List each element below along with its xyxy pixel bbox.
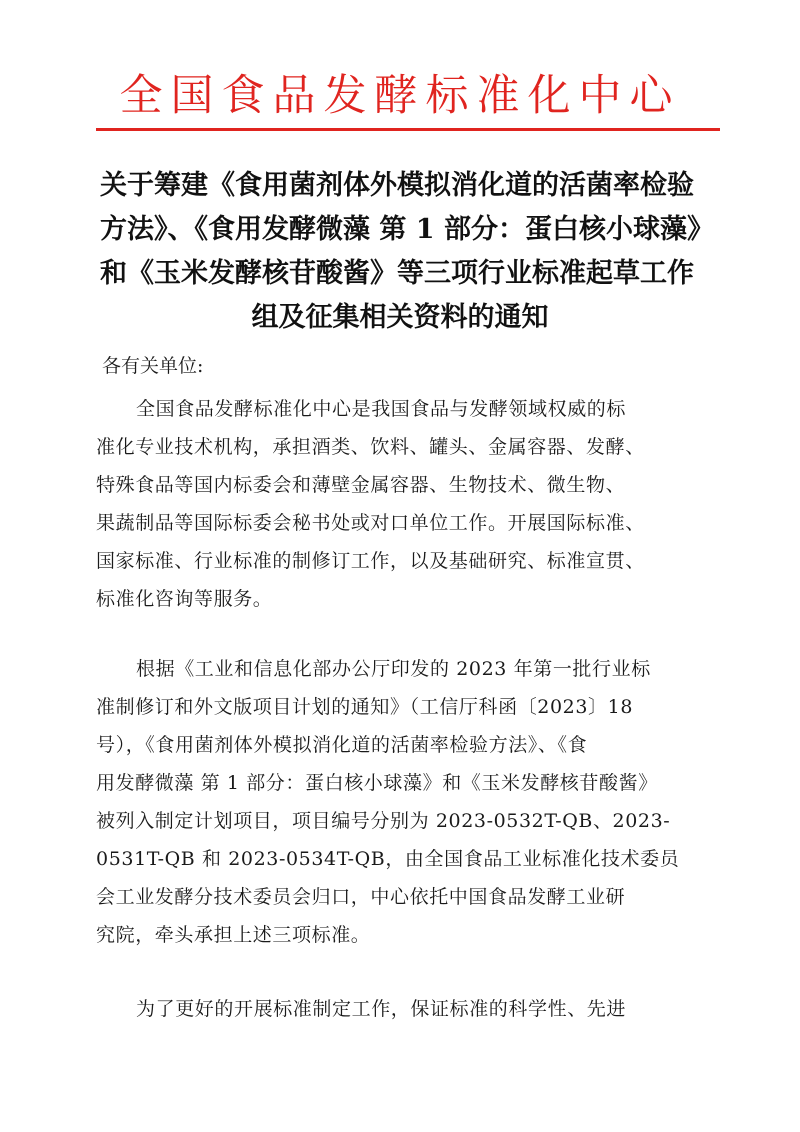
paragraph-line: 特殊食品等国内标委会和薄壁金属容器、生物技术、微生物、 xyxy=(96,474,626,496)
notice-title xyxy=(60,164,740,340)
paragraph-line: 根据《工业和信息化部办公厅印发的 2023 年第一批行业标 xyxy=(136,658,651,680)
paragraph-line: 标准化咨询等服务。 xyxy=(96,588,273,610)
paragraph-line: 为了更好的开展标准制定工作，保证标准的科学性、先进 xyxy=(136,998,627,1020)
body-paragraph-purpose xyxy=(96,990,716,1028)
body-paragraph-intro xyxy=(96,390,716,618)
paragraph-line: 准化专业技术机构，承担酒类、饮料、罐头、金属容器、发酵、 xyxy=(96,436,645,458)
paragraph-line: 准制修订和外文版项目计划的通知》（工信厅科函〔2023〕18 xyxy=(96,696,634,718)
paragraph-line: 国家标准、行业标准的制修订工作，以及基础研究、标准宣贯、 xyxy=(96,550,645,572)
title-line: 组及征集相关资料的通知 xyxy=(251,302,549,333)
paragraph-line: 被列入制定计划项目，项目编号分别为 2023-0532T-QB、2023- xyxy=(96,810,671,832)
body-paragraph-basis xyxy=(96,650,716,954)
header-divider xyxy=(96,128,720,131)
paragraph-line: 究院，牵头承担上述三项标准。 xyxy=(96,924,371,946)
paragraph-line: 果蔬制品等国际标委会秘书处或对口单位工作。开展国际标准、 xyxy=(96,512,645,534)
paragraph-line: 号），《食用菌剂体外模拟消化道的活菌率检验方法》、《食 xyxy=(96,734,588,756)
paragraph-line: 用发酵微藻 第 1 部分：蛋白核小球藻》和《玉米发酵核苷酸酱》 xyxy=(96,772,658,794)
salutation: 各有关单位: xyxy=(102,355,204,377)
title-line: 和《玉米发酵核苷酸酱》等三项行业标准起草工作 xyxy=(100,258,694,289)
organization-header: 全国食品发酵标准化中心 xyxy=(119,71,681,121)
paragraph-line: 会工业发酵分技术委员会归口，中心依托中国食品发酵工业研 xyxy=(96,886,626,908)
paragraph-line: 全国食品发酵标准化中心是我国食品与发酵领域权威的标 xyxy=(136,398,627,420)
title-line: 方法》、《食用发酵微藻 第 1 部分：蛋白核小球藻》 xyxy=(100,214,714,245)
title-line: 关于筹建《食用菌剂体外模拟消化道的活菌率检验 xyxy=(100,170,694,201)
paragraph-line: 0531T-QB 和 2023-0534T-QB，由全国食品工业标准化技术委员 xyxy=(96,848,680,870)
